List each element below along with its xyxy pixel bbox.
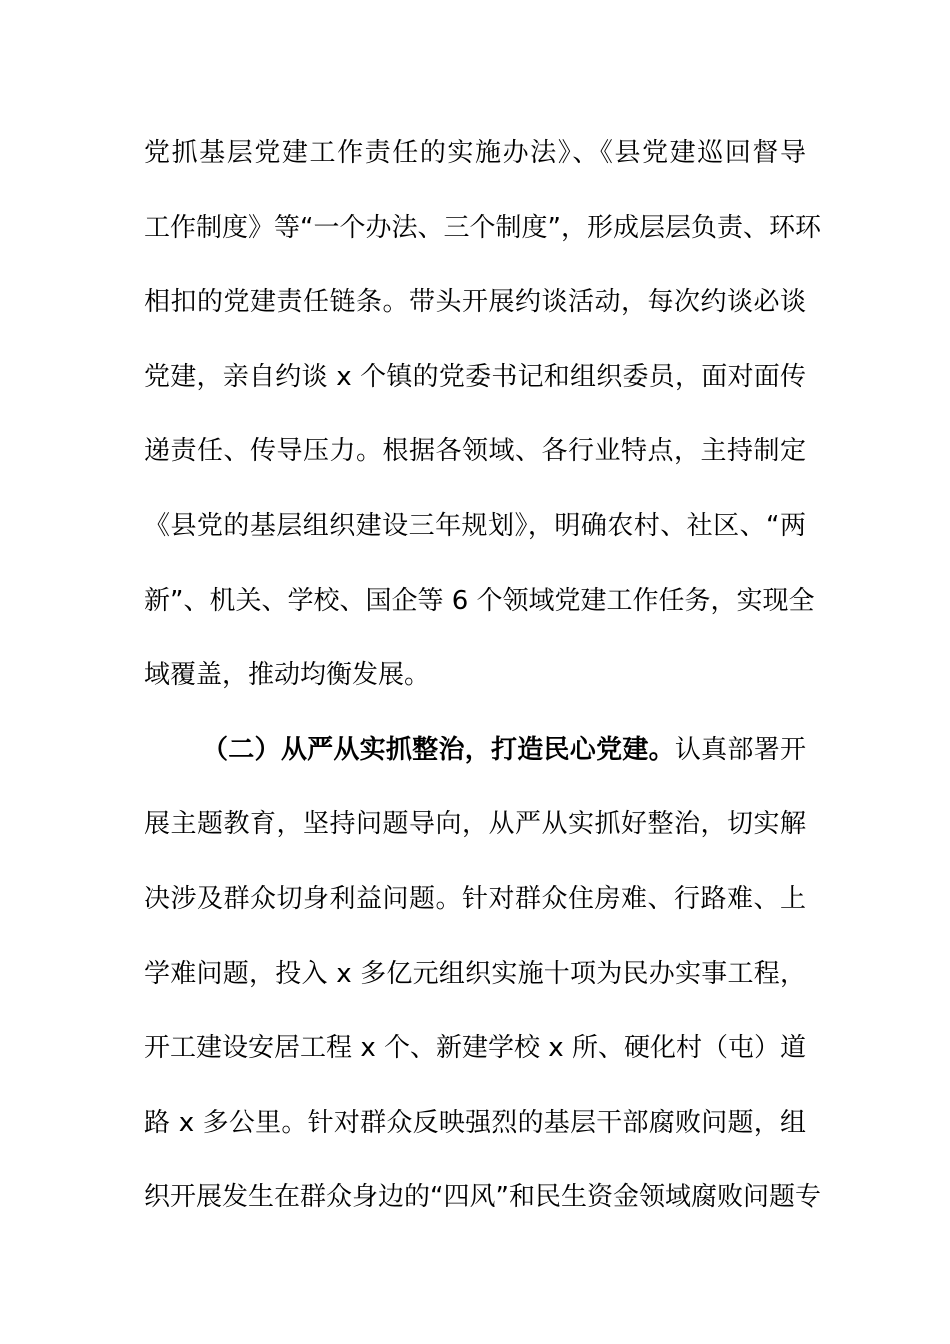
section-first-line-text: 认真部署开 <box>674 734 806 765</box>
paragraph-line-6: 《县党的基层组织建设三年规划》，明确农村、社区、“两 <box>144 510 806 541</box>
section-line-4: 开工建设安居工程 x 个、新建学校 x 所、硬化村（屯）道 <box>144 1033 806 1064</box>
paragraph-line-5: 递责任、传导压力。根据各领域、各行业特点，主持制定 <box>144 436 806 467</box>
section-line-5: 路 x 多公里。针对群众反映强烈的基层干部腐败问题，组 <box>144 1107 806 1138</box>
paragraph-line-8: 域覆盖，推动均衡发展。 <box>144 660 431 691</box>
paragraph-line-4: 党建，亲自约谈 x 个镇的党委书记和组织委员，面对面传 <box>144 361 806 392</box>
section-line-1: 展主题教育，坚持问题导向，从严从实抓好整治，切实解 <box>144 809 806 840</box>
paragraph-line-3: 相扣的党建责任链条。带头开展约谈活动，每次约谈必谈 <box>144 287 806 318</box>
paragraph-line-7: 新”、机关、学校、国企等 6 个领域党建工作任务，实现全 <box>144 585 815 616</box>
section-line-6: 织开展发生在群众身边的“四风”和民生资金领域腐败问题专 <box>144 1182 821 1213</box>
section-first-line <box>144 727 806 802</box>
section-line-2: 决涉及群众切身利益问题。针对群众住房难、行路难、上 <box>144 883 806 914</box>
section-line-3: 学难问题，投入 x 多亿元组织实施十项为民办实事工程， <box>144 958 806 989</box>
paragraph-line-1: 党抓基层党建工作责任的实施办法》、《县党建巡回督导 <box>144 138 806 168</box>
body-text <box>144 130 821 1249</box>
paragraph-line-2: 工作制度》等“一个办法、三个制度”，形成层层负责、环环 <box>144 212 821 243</box>
section-heading: （二）从严从实抓整治，打造民心党建。 <box>202 734 675 765</box>
